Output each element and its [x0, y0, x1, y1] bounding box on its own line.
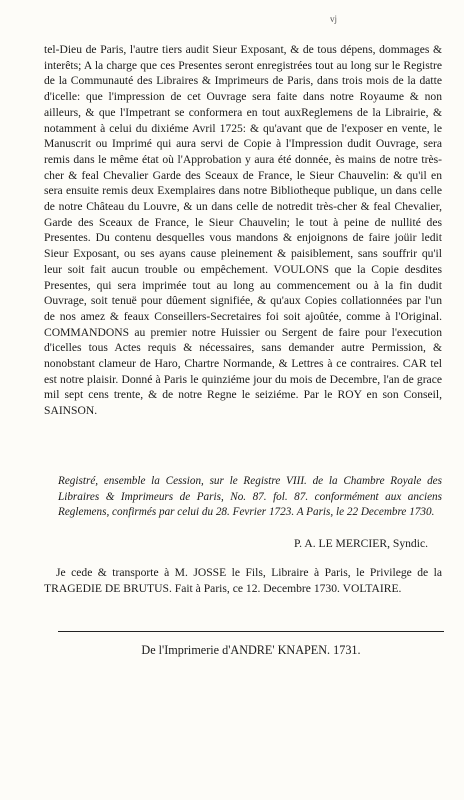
registration-text: Registré, ensemble la Cession, sur le Registre VIII. de la Chambre Royale des Libraires & Imprimeurs de Paris, No. 87. fol. 87. conformément aux anciens Reglemens, confirmés par celui du 28. Fevrier 1723. A Paris, le 22 Decembre 1730.	[58, 475, 442, 518]
registration-signature: P. A. LE MERCIER, Syndic.	[294, 537, 428, 550]
privilege-text: tel-Dieu de Paris, l'autre tiers audit Sieur Exposant, & de tous dépens, dommages & interêts; A la charge que ces Presentes seront enregistrées tout au long sur le Registre de la Communauté des Libraires & Imprimeurs de Paris, dans trois mois de la datte d'icelle: que l'impression de cet Ouvrage sera faite dans notre Royaume & non ailleurs, & que l'Impetrant se conformera en tout auxReglemens de la Librairie, & notamment à celui du dixiéme Avril 1725: & qu'avant que de l'exposer en vente, le Manuscrit ou Imprimé qui aura servi de Copie à l'Impression dudit Ouvrage, sera remis dans le même état où l'Approbation y aura été donnée, ès mains de notre très-cher & feal Chevalier Garde des Sceaux de France, le Sieur Chauvelin: & qu'il en sera ensuite remis deux Exemplaires dans notre Bibliotheque publique, un dans celle de notre Château du Louvre, & un dans celle de notredit très-cher & feal Chevalier, Garde des Sceaux de France, le Sieur Chauvelin; le tout à peine de nullité des Presentes. Du contenu desquelles vous mandons & enjoignons de faire joüir ledit Sieur Exposant, ou ses ayans cause pleinement & paisiblement, sans souffrir qu'il leur soit fait aucun trouble ou empêchement. VOULONS que la Copie desdites Presentes, qui sera imprimée tout au long au commencement ou à la fin dudit Ouvrage, soit tenuë pour dûement signifiée, & qu'aux Copies collationnées par l'un de nos amez & feaux Conseillers-Secretaires foi soit ajoûtée, comme à l'Original. COMMANDONS au premier notre Huissier ou Sergent de faire pour l'execution d'icelles tous Actes requis & nécessaires, sans demander autre Permission, & nonobstant clameur de Haro, Chartre Normande, & Lettres à ce contraires. CAR tel est notre plaisir. Donné à Paris le quinziéme jour du mois de Decembre, l'an de grace mil sept cens trente, & de notre Regne le seiziéme. Par le ROY en son Conseil, SAINSON.	[44, 43, 442, 418]
transfer-text: Je cede & transporte à M. JOSSE le Fils, Libraire à Paris, le Privilege de la TRAGEDIE DE BRUTUS. Fait à Paris, ce 12. Decembre 1730. VOLTAIRE.	[44, 566, 442, 595]
printer-imprint: De l'Imprimerie d'ANDRE' KNAPEN. 1731.	[141, 643, 361, 657]
imprint-rule	[58, 631, 444, 632]
page-mark: vj	[330, 14, 338, 24]
